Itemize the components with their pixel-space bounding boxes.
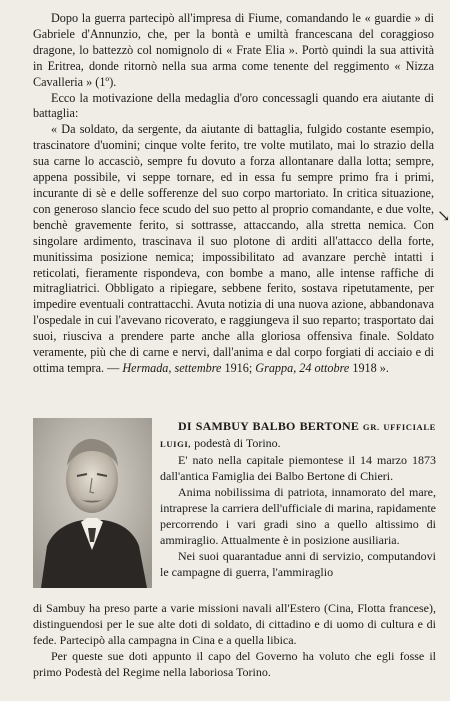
citation-year-2: 1918 ». [352, 360, 389, 375]
biography-header-block [160, 418, 436, 580]
citation-year-1: 1916; [224, 360, 253, 375]
portrait-photo [33, 418, 152, 588]
biography-service: Nei suoi quarantadue anni di servizio, computandovi le campagne di guerra, l'ammiraglio [160, 549, 436, 579]
person-first-name: LUIGI, [160, 439, 192, 449]
portrait-image [33, 418, 152, 588]
biography-career: Anima nobilissima di patriota, innamorato del mare, intraprese la carriera dell'ufficiale di marina, rapidamente percorrendo i vari gradi sino a quello altissimo di ammiraglio. Attualmente è in posizione ausiliaria. [160, 485, 436, 547]
quote-body: « Da soldato, da sergente, da aiutante di battaglia, fulgido costante esempio, trascinatore d'uomini; cinque volte ferito, tre volte mutilato, mai lo strazio della sua carne lo accasciò, sempre fu dovuto a forza allontanare dalla lotta; sempre, appena possibile, vi seppe tornare, ed in essa fu sempre primo fra i primi, incurante di sè e delle sofferenze del suo corpo martoriato. In critica situazione, con generoso slancio fece scudo del suo petto al proprio comandante, e due volte, benchè gravemente ferito, si sottrasse, attaccando, alla stretta nemica. Con singolare ardimento, trascinava il suo plotone di arditi all'attacco della forte, munitissima posizione nemica; impossibilitato ad avanzare perchè intatti i reticolati, fieramente rispondeva, con bombe a mano, alle intense raffiche di mitragliatrici. Obbligato a ripiegare, sebbene ferito, sostava ripetutamente, per impedire eventuali contrattacchi. Avuta notizia di una nuova azione, abbandonava l'ospedale in cui l'avevano ricoverato, e raggiungeva il suo reparto; trasportato dai suoi, riusciva a prendere parte anche alla gloriosa offensiva finale. Soldato veramente, più che di carne e nervi, dall'anima e dal corpo forgiati di acciaio e di ottima tempra. — [33, 122, 434, 375]
intro-paragraph-fiume: Dopo la guerra partecipò all'impresa di Fiume, comandando le « guardie » di Gabriele d'Annunzio, che, per la bontà e umiltà francescana del coraggioso dragone, lo battezzò col nomignolo di « Frate Elia ». Portò quindi la sua attività in Eritrea, donde ritornò nella sua arma come tenente del reggimento « Nizza Cavalleria » (1º). [33, 11, 434, 89]
margin-pencil-mark: ↘ [437, 208, 450, 225]
medal-motivation-quote [33, 122, 434, 377]
citation-place-1: Hermada, settembre [122, 360, 222, 375]
honorific-title: GR. UFFICIALE [362, 422, 436, 432]
biography-podesta: Per queste sue doti appunto il capo del Governo ha voluto che egli fosse il primo Podestà del Regime nella laboriosa Torino. [33, 649, 436, 679]
citation-place-2: Grappa, 24 ottobre [255, 360, 350, 375]
intro-text [33, 11, 434, 377]
biography-birth: E' nato nella capitale piemontese il 14 marzo 1873 dall'antica Famiglia dei Balbo Bertone di Chieri. [160, 453, 436, 483]
biography-continued [33, 600, 436, 680]
biography-missions: di Sambuy ha preso parte a varie missioni navali all'Estero (Cina, Flotta francese), distinguendosi per le sue alte doti di soldato, di cittadino e di uomo di cultura e di fede. Partecipò alla campagna in Cina e a quella libica. [33, 601, 436, 647]
intro-paragraph-medal: Ecco la motivazione della medaglia d'oro concessagli quando era aiutante di battaglia: [33, 90, 434, 121]
person-role: podestà di Torino. [194, 436, 281, 450]
biography-title [160, 418, 436, 452]
person-surname: DI SAMBUY BALBO BERTONE [178, 419, 360, 433]
